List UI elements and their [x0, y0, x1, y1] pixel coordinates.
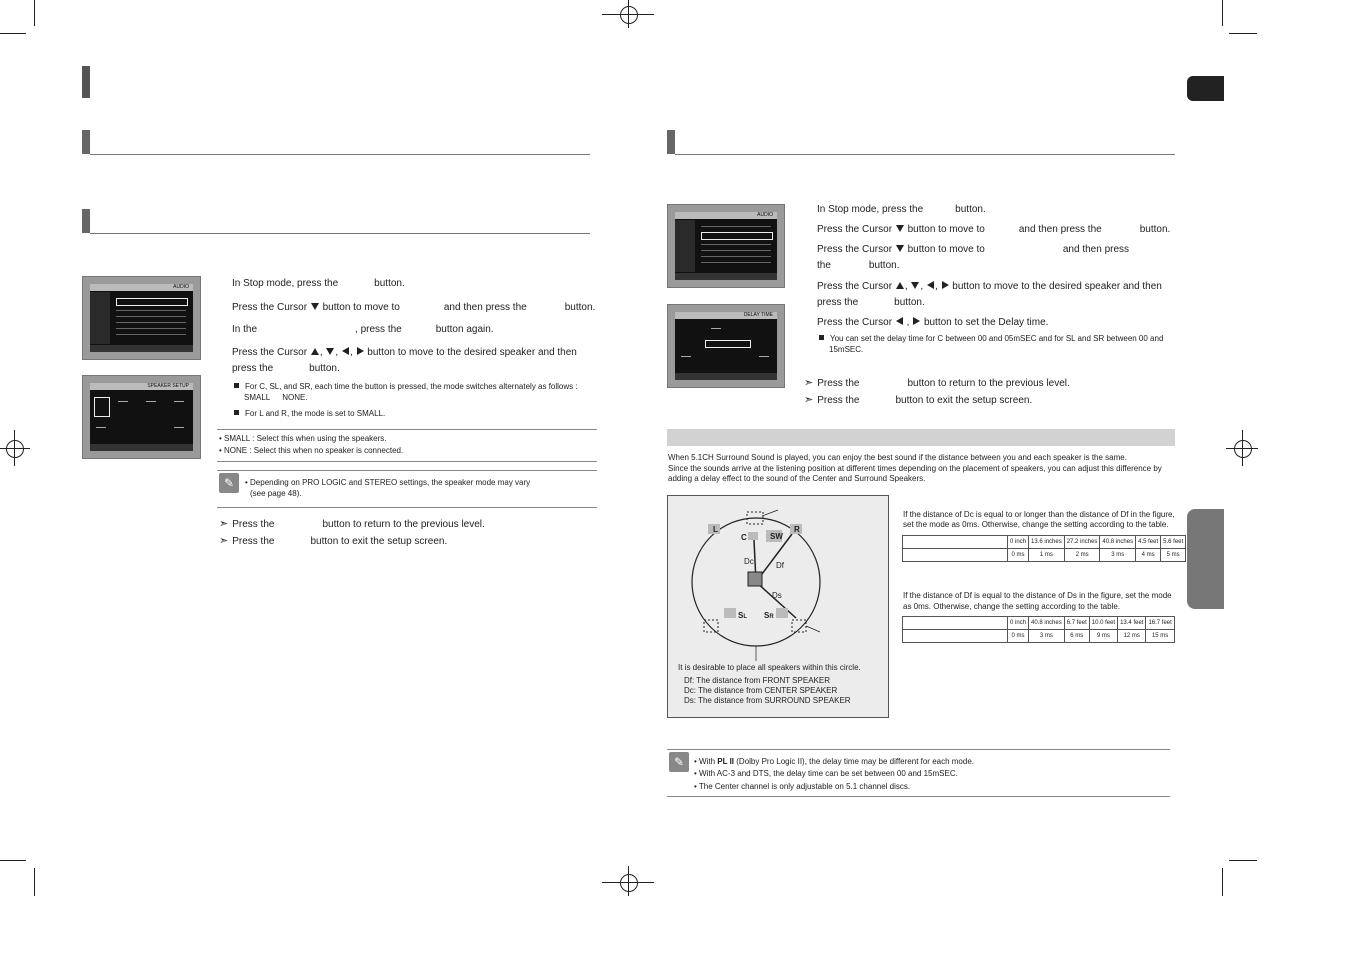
- definition-small: • SMALL : Select this when using the speakers.: [219, 434, 387, 443]
- note-pencil-icon: ✎: [669, 752, 689, 772]
- chapter-title-bar: [82, 66, 90, 98]
- step-3: In the , press the button again.: [232, 324, 494, 335]
- registration-line: [14, 430, 15, 466]
- crop-mark: [1229, 33, 1257, 34]
- center-text-2: set the mode as 0ms. Otherwise, change the setting according to the table.: [903, 520, 1169, 529]
- notes-top-rule: [667, 749, 1170, 750]
- section-bar: [667, 130, 675, 154]
- surround-delay-table: 0 inch 40.8 inches 6.7 feet 10.0 feet 13.4 feet 16.7 feet 0 ms 3 ms 6 ms 9 ms 12 ms 15 ms: [902, 616, 1175, 643]
- surround-text-1: If the distance of Df is equal to the distance of Ds in the figure, set the mode: [903, 591, 1172, 600]
- label-dc: Dc: [744, 557, 754, 566]
- label-l: L: [713, 525, 718, 534]
- diagram-legend: Df: The distance from FRONT SPEAKER Dc: The distance from CENTER SPEAKER Ds: The distance from SURROUND SPEAKER: [684, 676, 851, 705]
- definitions-bottom-rule: [217, 461, 597, 462]
- crop-mark: [0, 860, 26, 861]
- note-text: • Depending on PRO LOGIC and STEREO settings, the speaker mode may vary (see page 48).: [245, 478, 531, 498]
- label-c: C: [741, 533, 747, 542]
- speaker-placement-diagram: [667, 495, 889, 718]
- registration-mark: [6, 440, 24, 458]
- note-ac3: • With AC-3 and DTS, the delay time can be set between 00 and 15mSEC.: [694, 769, 958, 778]
- registration-mark: [1234, 440, 1252, 458]
- label-r: R: [794, 525, 800, 534]
- registration-mark: [620, 6, 638, 24]
- definitions-top-rule: [217, 429, 597, 430]
- arrow-icon: ➣: [219, 518, 229, 530]
- right-exit-instruction: ➣ Press the button to exit the setup screen.: [804, 394, 1033, 406]
- chapter-tab: [1187, 509, 1224, 609]
- registration-mark: [620, 874, 638, 892]
- note-bottom-rule: [217, 507, 597, 508]
- label-sw: SW: [770, 532, 783, 541]
- note-pencil-icon: ✎: [219, 473, 239, 493]
- crop-mark: [1222, 868, 1223, 896]
- mode-bullet-2: For L and R, the mode is set to SMALL.: [234, 408, 385, 419]
- audio-menu-screen: AUDIO: [82, 276, 201, 360]
- registration-line: [0, 448, 30, 449]
- arrow-icon: ➣: [804, 377, 814, 389]
- dolby-logo: PL II: [717, 757, 735, 766]
- diagram-caption: It is desirable to place all speakers within this circle.: [678, 663, 861, 672]
- right-step-4: Press the Cursor , , , button to move to the desired speaker and then press the button.: [817, 281, 1162, 308]
- intro-line-3: adding a delay effect to the sound of the Center and Surround Speakers.: [668, 474, 926, 483]
- note-center: • The Center channel is only adjustable on 5.1 channel discs.: [694, 782, 911, 791]
- crop-mark: [34, 0, 35, 26]
- surround-text-2: as 0ms. Otherwise, change the setting according to the table.: [903, 602, 1121, 611]
- arrow-icon: ➣: [804, 394, 814, 406]
- subsection-band: [667, 429, 1175, 446]
- exit-instruction: ➣ Press the button to exit the setup screen.: [219, 535, 448, 547]
- right-step-2: Press the Cursor button to move to and then press the button.: [817, 224, 1171, 235]
- center-text-1: If the distance of Dc is equal to or longer than the distance of Df in the figure,: [903, 510, 1175, 519]
- note-dolby: • With PL II (Dolby Pro Logic II), the delay time may be different for each mode.: [694, 757, 974, 766]
- registration-line: [628, 866, 629, 896]
- center-delay-table: 0 inch 13.6 inches 27.2 inches 40.8 inches 4.5 feet 5.6 feet 0 ms 1 ms 2 ms 3 ms 4 ms 5 ms: [902, 535, 1186, 562]
- registration-line: [1242, 430, 1243, 466]
- crop-mark: [1229, 860, 1257, 861]
- notes-bottom-rule: [667, 796, 1170, 797]
- label-df: Df: [776, 561, 784, 570]
- right-step-1: In Stop mode, press the button.: [817, 204, 986, 215]
- section-rule: [90, 154, 590, 155]
- registration-line: [628, 0, 629, 28]
- label-sr: SR: [764, 611, 774, 620]
- mode-bullet-1: For C, SL, and SR, each time the button is pressed, the mode switches alternately as follows : SMALL NONE.: [234, 381, 599, 403]
- note-top-rule: [217, 470, 597, 471]
- arrow-icon: ➣: [219, 535, 229, 547]
- label-ds: Ds: [772, 591, 782, 600]
- crop-mark: [34, 868, 35, 896]
- label-sl: SL: [738, 611, 748, 620]
- definition-none: • NONE : Select this when no speaker is connected.: [219, 446, 404, 455]
- step-2: Press the Cursor button to move to and then press the button.: [232, 302, 596, 313]
- right-return-instruction: ➣ Press the button to return to the previous level.: [804, 377, 1070, 389]
- step-4: Press the Cursor , , , button to move to the desired speaker and then press the button.: [232, 347, 577, 374]
- right-step-5: Press the Cursor , button to set the Delay time.: [817, 317, 1049, 328]
- delay-time-screen: DELAY TIME: [667, 304, 785, 388]
- language-tab: [1187, 76, 1224, 101]
- speaker-setup-screen: SPEAKER SETUP: [82, 375, 201, 459]
- section-bar: [82, 130, 90, 154]
- section-rule: [675, 154, 1175, 155]
- crop-mark: [1222, 0, 1223, 26]
- intro-line-1: When 5.1CH Surround Sound is played, you can enjoy the best sound if the distance between you and each speaker is the same.: [668, 453, 1127, 462]
- section-rule: [90, 233, 590, 234]
- right-step-3: Press the Cursor button to move to and then press the button.: [817, 244, 1130, 271]
- step-1: In Stop mode, press the button.: [232, 278, 405, 289]
- delay-range-bullet: You can set the delay time for C between 00 and 05mSEC and for SL and SR between 00 and 15mSEC.: [819, 333, 1179, 355]
- crop-mark: [0, 33, 26, 34]
- audio-menu-screen-right: AUDIO: [667, 204, 785, 288]
- return-instruction: ➣ Press the button to return to the previous level.: [219, 518, 485, 530]
- intro-line-2: Since the sounds arrive at the listening position at different times depending on the placement of speakers, you can adjust this difference by: [668, 464, 1162, 473]
- section-bar: [82, 209, 90, 233]
